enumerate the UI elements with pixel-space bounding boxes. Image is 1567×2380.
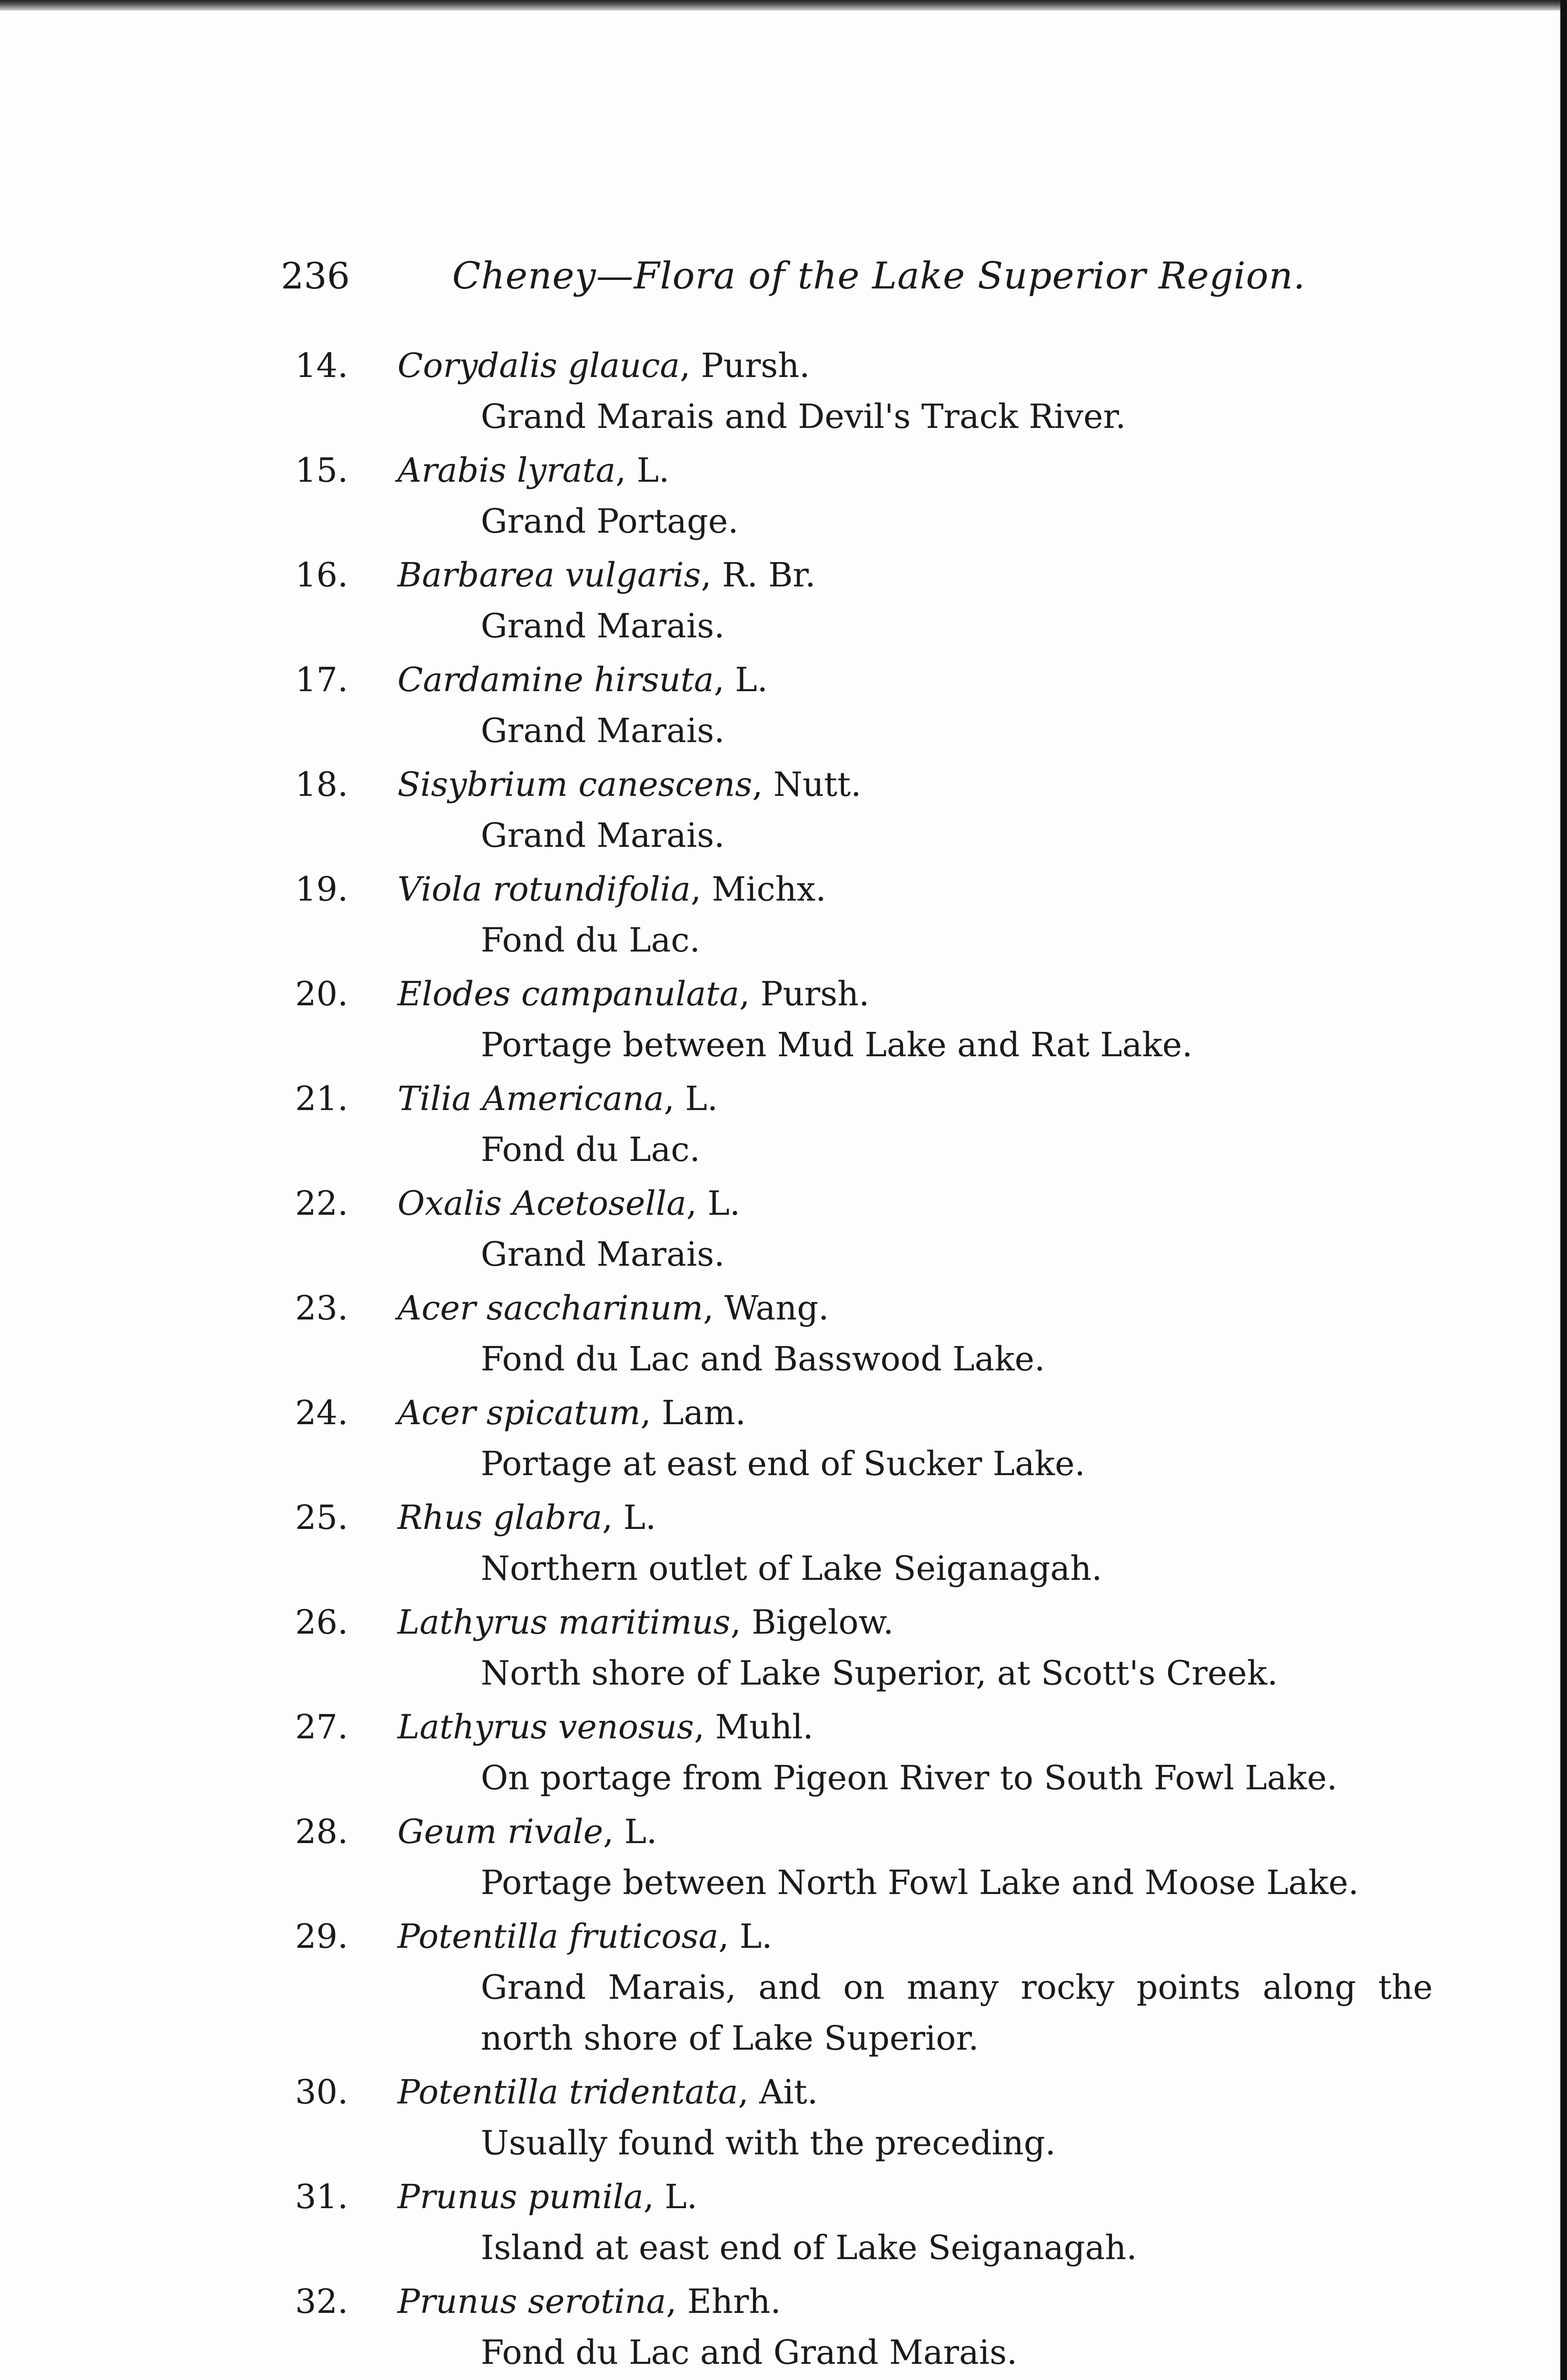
- authority: , Ait.: [738, 2073, 818, 2112]
- locality: Fond du Lac and Grand Marais.: [481, 2333, 1018, 2372]
- locality: Grand Marais.: [481, 606, 725, 645]
- authority: , Pursh.: [680, 346, 810, 385]
- scientific-name: Geum rivale: [397, 1812, 603, 1851]
- authority: , L.: [615, 451, 670, 490]
- locality: Grand Marais.: [481, 711, 725, 750]
- entry-number: 25.: [295, 1498, 348, 1537]
- locality: Island at east end of Lake Seiganagah.: [481, 2228, 1137, 2267]
- authority: , L.: [686, 1184, 741, 1223]
- scientific-name: Cardamine hirsuta: [397, 660, 714, 699]
- authority: , L.: [664, 1079, 718, 1118]
- locality: Grand Marais and Devil's Track River.: [481, 397, 1126, 436]
- species-entry: [286, 654, 1457, 756]
- top-scan-edge: [0, 0, 1567, 10]
- entry-number: 21.: [295, 1079, 348, 1118]
- entry-number: 32.: [295, 2282, 348, 2321]
- species-entry: [286, 2276, 1457, 2378]
- scientific-name: Potentilla fruticosa: [397, 1917, 719, 1956]
- species-entry: [286, 1911, 1457, 2064]
- species-list: [286, 340, 1457, 2380]
- locality: Fond du Lac and Basswood Lake.: [481, 1339, 1045, 1378]
- entry-number: 27.: [295, 1707, 348, 1746]
- scientific-name: Viola rotundifolia: [397, 870, 691, 909]
- right-scan-edge: [1560, 0, 1567, 2380]
- entry-number: 17.: [295, 660, 348, 699]
- scientific-name: Acer spicatum: [397, 1393, 641, 1432]
- authority: , L.: [718, 1917, 773, 1956]
- scientific-name: Prunus serotina: [397, 2282, 666, 2321]
- locality: Grand Portage.: [481, 502, 739, 541]
- authority: , L.: [714, 660, 768, 699]
- scientific-name: Corydalis glauca: [397, 346, 680, 385]
- authority: , Nutt.: [752, 765, 862, 804]
- species-entry: [286, 1492, 1457, 1594]
- locality: Fond du Lac.: [481, 921, 700, 960]
- species-entry: [286, 1702, 1457, 1804]
- authority: , Muhl.: [694, 1707, 813, 1746]
- authority: , Wang.: [703, 1289, 829, 1328]
- species-entry: [286, 445, 1457, 547]
- species-entry: [286, 969, 1457, 1071]
- locality: Grand Marais.: [481, 1235, 725, 1274]
- scientific-name: Potentilla tridentata: [397, 2073, 738, 2112]
- entry-number: 24.: [295, 1393, 348, 1432]
- running-title: Cheney—Flora of the Lake Superior Region.: [452, 255, 1306, 298]
- species-entry: [286, 2172, 1457, 2273]
- page-number: 236: [281, 255, 350, 297]
- authority: , Bigelow.: [730, 1603, 894, 1642]
- locality: Portage at east end of Sucker Lake.: [481, 1444, 1085, 1483]
- authority: , Ehrh.: [666, 2282, 781, 2321]
- scientific-name: Lathyrus venosus: [397, 1707, 694, 1746]
- species-entry: [286, 550, 1457, 652]
- species-entry: [286, 1283, 1457, 1385]
- entry-number: 16.: [295, 555, 348, 595]
- species-entry: [286, 340, 1457, 442]
- scientific-name: Elodes campanulata: [397, 974, 740, 1013]
- locality: Usually found with the preceding.: [481, 2123, 1056, 2162]
- entry-number: 26.: [295, 1603, 348, 1642]
- entry-number: 30.: [295, 2073, 348, 2112]
- species-entry: [286, 864, 1457, 966]
- entry-number: 20.: [295, 974, 348, 1013]
- species-entry: [286, 2067, 1457, 2169]
- authority: , Pursh.: [739, 974, 870, 1013]
- locality: Grand Marais.: [481, 816, 725, 855]
- locality: Grand Marais, and on many rocky points along the north shore of Lake Superior.: [481, 1968, 1433, 2058]
- scientific-name: Barbarea vulgaris: [397, 555, 701, 595]
- entry-number: 15.: [295, 451, 348, 490]
- locality: Northern outlet of Lake Seiganagah.: [481, 1549, 1102, 1588]
- locality: North shore of Lake Superior, at Scott's Creek.: [481, 1654, 1278, 1693]
- authority: , Michx.: [690, 870, 826, 909]
- species-entry: [286, 1178, 1457, 1280]
- scientific-name: Oxalis Acetosella: [397, 1184, 686, 1223]
- entry-number: 19.: [295, 870, 348, 909]
- scientific-name: Rhus glabra: [397, 1498, 602, 1537]
- authority: , L.: [602, 1498, 656, 1537]
- species-entry: [286, 759, 1457, 861]
- locality: On portage from Pigeon River to South Fowl Lake.: [481, 1758, 1338, 1797]
- species-entry: [286, 1388, 1457, 1489]
- entry-number: 18.: [295, 765, 348, 804]
- entry-number: 31.: [295, 2177, 348, 2216]
- authority: , L.: [603, 1812, 657, 1851]
- species-entry: [286, 1597, 1457, 1699]
- entry-number: 28.: [295, 1812, 348, 1851]
- species-entry: [286, 1073, 1457, 1175]
- species-entry: [286, 1806, 1457, 1908]
- locality: Portage between North Fowl Lake and Moose Lake.: [481, 1863, 1359, 1902]
- scientific-name: Acer saccharinum: [397, 1289, 704, 1328]
- scientific-name: Lathyrus maritimus: [397, 1603, 731, 1642]
- locality: Fond du Lac.: [481, 1130, 700, 1169]
- entry-number: 29.: [295, 1917, 348, 1956]
- entry-number: 22.: [295, 1184, 348, 1223]
- scientific-name: Arabis lyrata: [397, 451, 616, 490]
- page-header: [281, 248, 1306, 305]
- scientific-name: Sisybrium canescens: [397, 765, 753, 804]
- entry-number: 14.: [295, 346, 348, 385]
- entry-number: 23.: [295, 1289, 348, 1328]
- authority: , L.: [643, 2177, 698, 2216]
- scientific-name: Tilia Americana: [397, 1079, 664, 1118]
- locality: Portage between Mud Lake and Rat Lake.: [481, 1025, 1193, 1064]
- authority: , R. Br.: [701, 555, 816, 595]
- scientific-name: Prunus pumila: [397, 2177, 644, 2216]
- authority: , Lam.: [640, 1393, 746, 1432]
